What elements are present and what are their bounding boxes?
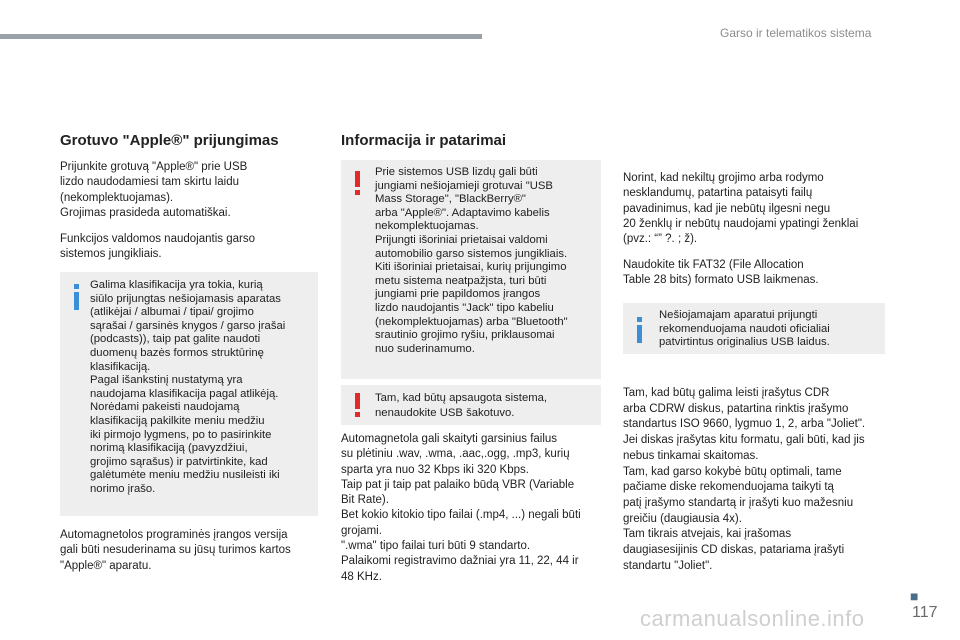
watermark: carmanualsonline.info bbox=[640, 606, 865, 631]
section-title: Garso ir telematikos sistema bbox=[720, 26, 872, 40]
page-marker: ■ bbox=[910, 588, 919, 604]
middle-heading: Informacija ir patarimai bbox=[341, 132, 507, 149]
middle-warning-text-2: Tam, kad būtų apsaugota sistema, nenaudokite USB šakotuvo. bbox=[375, 392, 548, 419]
left-paragraph-3: Automagnetolos programinės įrangos versija gali būti nesuderinama su jūsų turimos kartos "Apple®" aparatu. bbox=[60, 529, 291, 572]
top-bar bbox=[0, 34, 482, 39]
info-icon bbox=[74, 284, 80, 308]
left-column bbox=[60, 132, 320, 149]
left-paragraph-1: Prijunkite grotuvą "Apple®" prie USB lizdo naudodamiesi tam skirtu laidu (nekomplektuojamas). Grojimas prasideda automatiškai. bbox=[60, 161, 248, 219]
right-info-text: Nešiojamajam aparatui prijungti rekomenduojama naudoti oficialiai patvirtintus originalius USB laidus. bbox=[659, 309, 830, 349]
left-paragraph-2: Funkcijos valdomos naudojantis garso sistemos jungikliais. bbox=[60, 233, 255, 261]
middle-column bbox=[341, 132, 603, 149]
right-paragraph-2: Naudokite tik FAT32 (File Allocation Table 28 bits) formato USB laikmenas. bbox=[623, 259, 819, 287]
info-icon bbox=[637, 317, 643, 341]
right-paragraph-3: Tam, kad būtų galima leisti įrašytus CDR arba CDRW diskus, patartina rinktis įrašymo standartus ISO 9660, lygmuo 1, 2, arba "Joliet". Jei diskas įrašytas kitu formatu, gali būti, kad jis nebus tinkamai skaitomas. Tam, kad garso kokybė būtų optimali, tame pačiame diske rekomenduojama taikyti tą patį įrašymo standartą ir įrašyti kuo mažesniu greičiu (daugiausia 4x). Tam tikrais atvejais, kai įrašomas daugiasesijinis CD diskas, patariama įrašyti standartu "Joliet". bbox=[623, 387, 866, 572]
middle-warning-text-1: Prie sistemos USB lizdų gali būti jungiami nešiojamieji grotuvai "USB Mass Storage", "BlackBerry®" arba "Apple®". Adaptavimo kabelis nekomplektuojamas. Prijungti išoriniai prietaisai valdomi automobilio garso sistemos jungikliais. Kiti išoriniai prietaisai, kurių prijungimo metu sistema neatpažįsta, turi būti jungiami prie papildomos įrangos lizdo naudojantis "Jack" tipo kabeliu (nekomplektuojamas) arba "Bluetooth" srautinio grojimo ryšiu, priklausomai nuo suderinamumo. bbox=[375, 166, 568, 355]
middle-paragraph-1: Automagnetola gali skaityti garsinius failus su plėtiniu .wav, .wma, .aac,.ogg, .mp3, kurių sparta yra nuo 32 Kbps iki 320 Kbps. Taip pat ji taip pat palaiko būdą VBR (Variable Bit Rate). Bet kokio kitokio tipo failai (.mp4, ...) negali būti grojami. ".wma" tipo failai turi būti 9 standarto. Palaikomi registravimo dažniai yra 11, 22, 44 ir 48 KHz. bbox=[341, 433, 581, 583]
warning-icon bbox=[355, 393, 361, 419]
right-info-box bbox=[623, 303, 885, 354]
middle-warning-box-1 bbox=[341, 160, 601, 379]
middle-warning-box-2 bbox=[341, 385, 601, 425]
right-paragraph-1: Norint, kad nekiltų grojimo arba rodymo nesklandumų, patartina pataisyti failų pavadinimus, kad jie nebūtų ilgesni negu 20 ženklų ir nebūtų naudojami ypatingi ženklai (pvz.: “” ?. ; ž). bbox=[623, 172, 859, 246]
left-info-box bbox=[60, 272, 318, 516]
page-number: 117 bbox=[912, 604, 938, 621]
left-info-text: Galima klasifikacija yra tokia, kurią siūlo prijungtas nešiojamasis aparatas (atlikėjai / albumai / tipai/ grojimo sąrašai / garsinės knygos / garso įrašai (podcasts)), taip pat galite naudoti duomenų bazės formos struktūrinę klasifikaciją. Pagal išankstinį nustatymą yra naudojama klasifikacija pagal atlikėją. Norėdami pakeisti naudojamą klasifikaciją pakilkite meniu medžiu iki pirmojo lygmens, po to pasirinkite norimą klasifikaciją (pavyzdžiui, grojimo sąrašus) ir patvirtinkite, kad galėtumėte meniu medžiu nusileisti iki norimo įrašo. bbox=[90, 279, 286, 495]
left-heading: Grotuvo "Apple®" prijungimas bbox=[60, 132, 279, 149]
warning-icon bbox=[355, 171, 361, 197]
